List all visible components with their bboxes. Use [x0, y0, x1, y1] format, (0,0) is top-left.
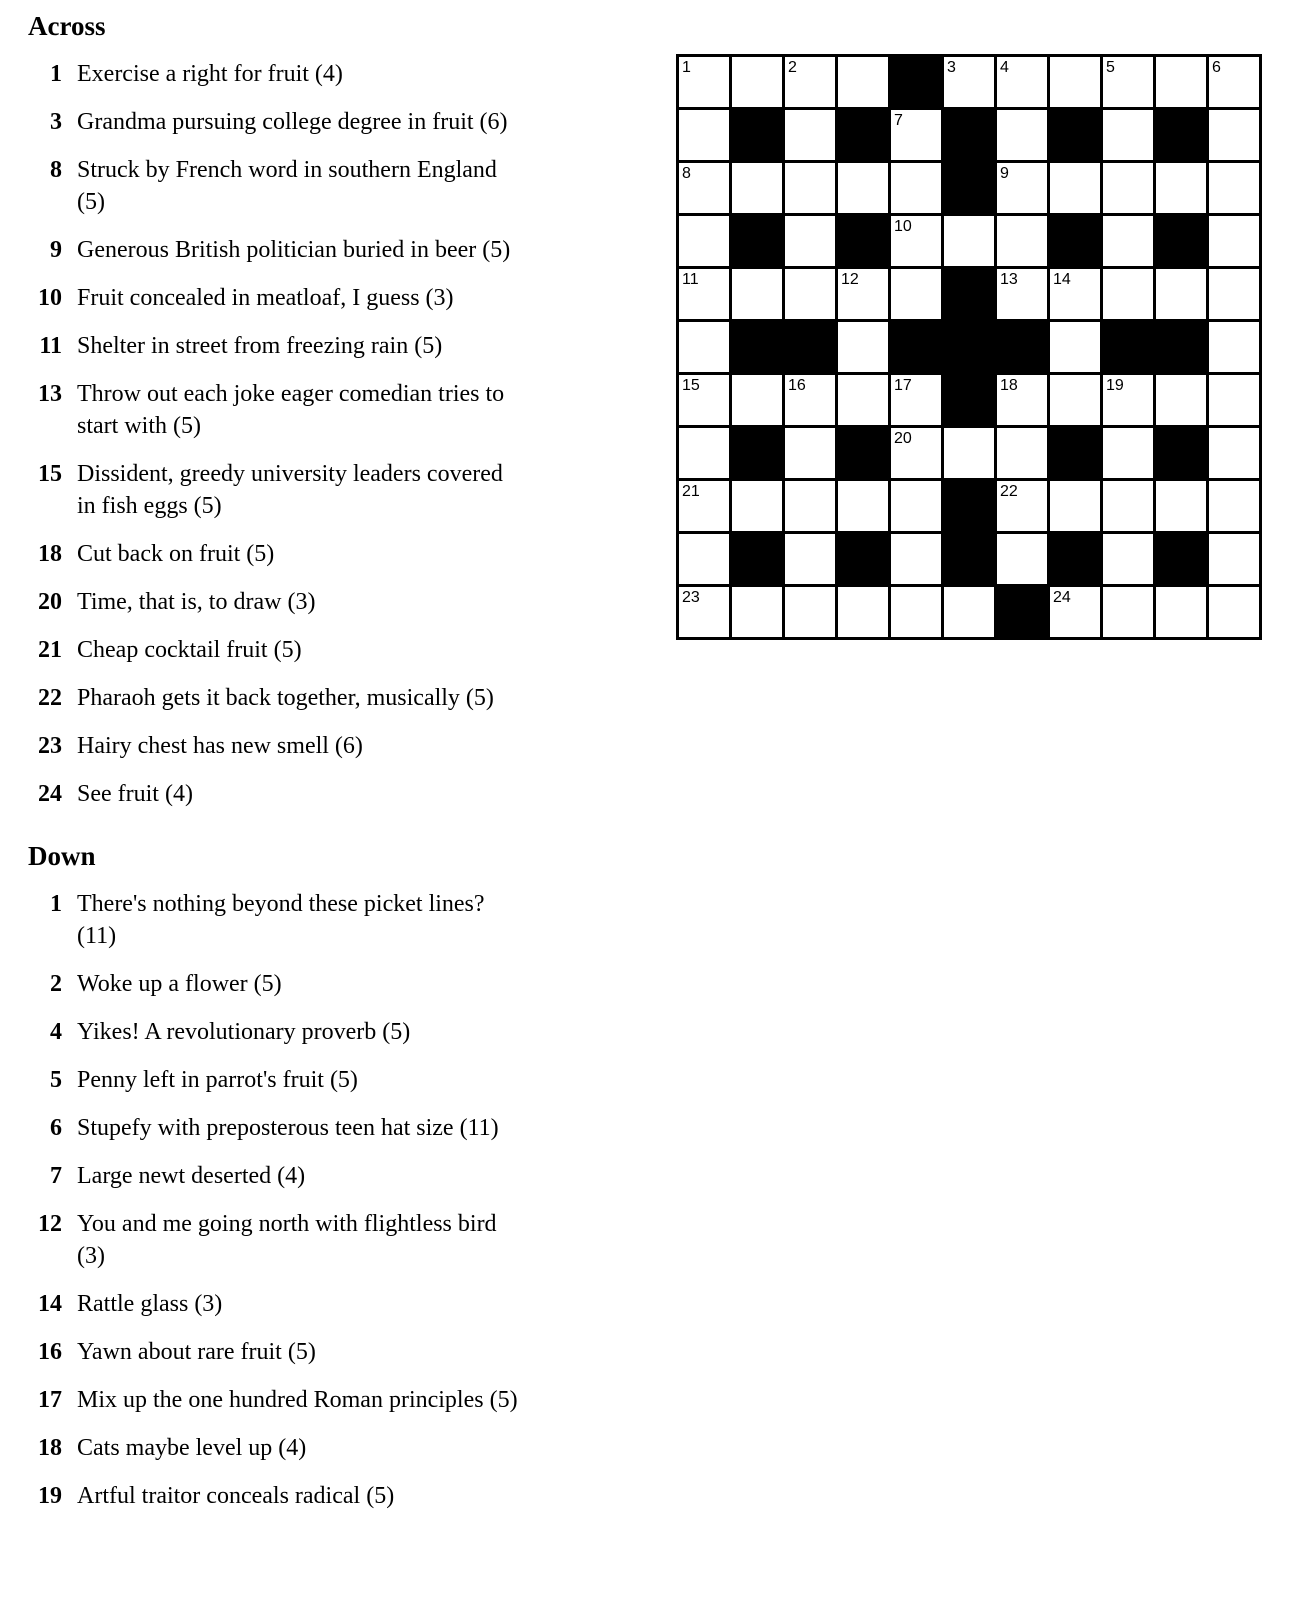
across-clue-15 [28, 458, 643, 522]
clue-text: Struck by French word in southern England (5) [77, 157, 497, 215]
clue-text: Throw out each joke eager comedian tries to start with (5) [77, 381, 505, 439]
grid-block-cell [944, 534, 994, 584]
grid-block-cell [944, 375, 994, 425]
grid-cell-number: 8 [682, 165, 691, 182]
grid-cell[interactable] [1103, 163, 1153, 213]
grid-cell[interactable] [1050, 481, 1100, 531]
clue-number: 10 [38, 285, 62, 311]
clue-text: Dissident, greedy university leaders covered in fish eggs (5) [77, 461, 503, 519]
down-clue-list [28, 888, 643, 1512]
grid-cell[interactable] [891, 587, 941, 637]
clue-text: Cheap cocktail fruit (5) [77, 637, 302, 663]
grid-cell[interactable] [1209, 57, 1259, 107]
clue-text: Stupefy with preposterous teen hat size (11) [77, 1115, 499, 1141]
grid-cell[interactable] [1103, 428, 1153, 478]
clue-text: Exercise a right for fruit (4) [77, 61, 343, 87]
grid-cell[interactable] [891, 375, 941, 425]
grid-cell[interactable] [1209, 587, 1259, 637]
grid-cell[interactable] [1103, 375, 1153, 425]
grid-block-cell [944, 110, 994, 160]
down-clue-14 [28, 1288, 643, 1320]
grid-cell[interactable] [785, 534, 835, 584]
grid-cell[interactable] [1050, 269, 1100, 319]
clue-number: 6 [50, 1115, 62, 1141]
grid-block-cell [1156, 428, 1206, 478]
clue-number: 15 [38, 461, 62, 487]
clue-text: Woke up a flower (5) [77, 971, 282, 997]
across-clue-3 [28, 106, 643, 138]
clue-text: There's nothing beyond these picket lines? (11) [77, 891, 485, 949]
grid-cell-number: 19 [1106, 377, 1124, 394]
across-clue-8 [28, 154, 643, 218]
grid-block-cell [838, 216, 888, 266]
down-clue-6 [28, 1112, 643, 1144]
grid-cell[interactable] [997, 57, 1047, 107]
grid-cell[interactable] [838, 269, 888, 319]
grid-cell-number: 7 [894, 112, 903, 129]
across-clue-11 [28, 330, 643, 362]
grid-cell[interactable] [1050, 587, 1100, 637]
clue-number: 1 [50, 891, 62, 917]
grid-block-cell [732, 322, 782, 372]
grid-block-cell [838, 110, 888, 160]
grid-cell[interactable] [1156, 375, 1206, 425]
clue-text: Large newt deserted (4) [77, 1163, 306, 1189]
grid-block-cell [1156, 322, 1206, 372]
grid-cell-number: 24 [1053, 589, 1071, 606]
clue-number: 23 [38, 733, 62, 759]
clue-text: Yikes! A revolutionary proverb (5) [77, 1019, 411, 1045]
grid-cell[interactable] [944, 587, 994, 637]
grid-block-cell [1156, 216, 1206, 266]
grid-cell[interactable] [732, 269, 782, 319]
down-clue-12 [28, 1208, 643, 1272]
grid-cell[interactable] [732, 481, 782, 531]
grid-cell[interactable] [1209, 428, 1259, 478]
clue-number: 9 [50, 237, 62, 263]
clue-number: 24 [38, 781, 62, 807]
grid-cell-number: 21 [682, 483, 700, 500]
clue-number: 1 [50, 61, 62, 87]
clue-text: Cats maybe level up (4) [77, 1435, 307, 1461]
grid-cell[interactable] [997, 163, 1047, 213]
grid-block-cell [1050, 534, 1100, 584]
grid-cell-number: 9 [1000, 165, 1009, 182]
down-clue-1 [28, 888, 643, 952]
grid-cell-number: 1 [682, 59, 691, 76]
grid-cell-number: 11 [682, 271, 699, 288]
clue-number: 21 [38, 637, 62, 663]
clue-number: 18 [38, 1435, 62, 1461]
clue-number: 16 [38, 1339, 62, 1365]
clue-text: Fruit concealed in meatloaf, I guess (3) [77, 285, 454, 311]
grid-block-cell [1050, 428, 1100, 478]
grid-cell[interactable] [944, 428, 994, 478]
grid-cell[interactable] [732, 375, 782, 425]
grid-cell[interactable] [1156, 163, 1206, 213]
grid-cell[interactable] [679, 110, 729, 160]
grid-cell[interactable] [1209, 534, 1259, 584]
down-clue-5 [28, 1064, 643, 1096]
grid-cell-number: 20 [894, 430, 912, 447]
clue-text: Cut back on fruit (5) [77, 541, 275, 567]
grid-cell[interactable] [1050, 322, 1100, 372]
grid-cell[interactable] [1156, 481, 1206, 531]
down-heading: Down [28, 841, 96, 871]
grid-block-cell [732, 110, 782, 160]
grid-cell[interactable] [838, 163, 888, 213]
grid-block-cell [944, 269, 994, 319]
grid-cell[interactable] [1103, 269, 1153, 319]
grid-cell[interactable] [679, 163, 729, 213]
grid-cell[interactable] [1103, 587, 1153, 637]
grid-cell[interactable] [1103, 110, 1153, 160]
grid-cell[interactable] [1209, 110, 1259, 160]
grid-cell[interactable] [997, 216, 1047, 266]
grid-cell[interactable] [891, 110, 941, 160]
grid-cell[interactable] [891, 534, 941, 584]
down-clue-16 [28, 1336, 643, 1368]
grid-cell[interactable] [679, 216, 729, 266]
grid-block-cell [1050, 216, 1100, 266]
grid-cell-number: 6 [1212, 59, 1221, 76]
clue-number: 22 [38, 685, 62, 711]
clue-text: Time, that is, to draw (3) [77, 589, 316, 615]
grid-cell[interactable] [785, 375, 835, 425]
grid-cell[interactable] [1050, 163, 1100, 213]
grid-cell[interactable] [679, 481, 729, 531]
grid-block-cell [732, 216, 782, 266]
grid-cell[interactable] [679, 57, 729, 107]
grid-cell[interactable] [838, 587, 888, 637]
down-clue-4 [28, 1016, 643, 1048]
grid-cell[interactable] [732, 587, 782, 637]
grid-cell[interactable] [891, 216, 941, 266]
grid-cell[interactable] [1209, 216, 1259, 266]
grid-block-cell [1156, 110, 1206, 160]
grid-cell[interactable] [1103, 534, 1153, 584]
grid-block-cell [732, 428, 782, 478]
grid-cell[interactable] [1103, 57, 1153, 107]
down-clue-2 [28, 968, 643, 1000]
grid-block-cell [838, 428, 888, 478]
grid-cell[interactable] [997, 428, 1047, 478]
clue-number: 5 [50, 1067, 62, 1093]
grid-cell[interactable] [785, 428, 835, 478]
grid-cell[interactable] [838, 481, 888, 531]
grid-cell-number: 10 [894, 218, 912, 235]
clue-text: Mix up the one hundred Roman principles (5) [77, 1387, 518, 1413]
clue-number: 17 [38, 1387, 62, 1413]
grid-cell-number: 13 [1000, 271, 1018, 288]
clue-number: 3 [50, 109, 62, 135]
grid-block-cell [944, 163, 994, 213]
grid-cell[interactable] [679, 587, 729, 637]
grid-cell[interactable] [785, 57, 835, 107]
clue-text: Shelter in street from freezing rain (5) [77, 333, 443, 359]
across-clue-1 [28, 58, 643, 90]
clue-number: 12 [38, 1211, 62, 1237]
grid-cell[interactable] [1209, 163, 1259, 213]
clue-number: 18 [38, 541, 62, 567]
across-clue-21 [28, 634, 643, 666]
grid-block-cell [997, 587, 1047, 637]
grid-cell-number: 16 [788, 377, 806, 394]
across-clue-13 [28, 378, 643, 442]
across-heading: Across [28, 11, 106, 41]
grid-cell[interactable] [1209, 269, 1259, 319]
grid-cell[interactable] [891, 269, 941, 319]
grid-cell-number: 12 [841, 271, 859, 288]
grid-cell[interactable] [785, 481, 835, 531]
grid-cell-number: 14 [1053, 271, 1071, 288]
across-clue-23 [28, 730, 643, 762]
grid-cell-number: 3 [947, 59, 956, 76]
clue-text: See fruit (4) [77, 781, 193, 807]
grid-cell-number: 15 [682, 377, 700, 394]
grid-cell[interactable] [1050, 57, 1100, 107]
grid-cell[interactable] [997, 534, 1047, 584]
grid-cell[interactable] [1156, 57, 1206, 107]
across-clue-24 [28, 778, 643, 810]
grid-cell[interactable] [1050, 375, 1100, 425]
grid-cell-number: 18 [1000, 377, 1018, 394]
grid-cell[interactable] [679, 375, 729, 425]
down-clue-18 [28, 1432, 643, 1464]
clue-number: 14 [38, 1291, 62, 1317]
crossword-grid [676, 54, 1262, 640]
grid-cell[interactable] [732, 57, 782, 107]
down-clue-7 [28, 1160, 643, 1192]
grid-cell[interactable] [1103, 216, 1153, 266]
down-clue-19 [28, 1480, 643, 1512]
grid-cell-number: 22 [1000, 483, 1018, 500]
grid-cell[interactable] [679, 322, 729, 372]
clue-text: Penny left in parrot's fruit (5) [77, 1067, 358, 1093]
grid-block-cell [944, 481, 994, 531]
clue-text: Generous British politician buried in beer (5) [77, 237, 511, 263]
grid-cell[interactable] [785, 269, 835, 319]
grid-cell[interactable] [732, 163, 782, 213]
clue-number: 19 [38, 1483, 62, 1509]
grid-cell[interactable] [891, 428, 941, 478]
grid-cell[interactable] [1209, 375, 1259, 425]
grid-block-cell [732, 534, 782, 584]
grid-block-cell [1050, 110, 1100, 160]
across-clue-22 [28, 682, 643, 714]
grid-block-cell [944, 322, 994, 372]
clue-text: Grandma pursuing college degree in fruit (6) [77, 109, 508, 135]
grid-cell[interactable] [1156, 269, 1206, 319]
grid-block-cell [1103, 322, 1153, 372]
clue-text: Artful traitor conceals radical (5) [77, 1483, 395, 1509]
grid-cell[interactable] [679, 269, 729, 319]
clue-text: Yawn about rare fruit (5) [77, 1339, 316, 1365]
clue-number: 13 [38, 381, 62, 407]
across-clue-10 [28, 282, 643, 314]
grid-block-cell [891, 322, 941, 372]
down-clue-17 [28, 1384, 643, 1416]
grid-block-cell [891, 57, 941, 107]
grid-block-cell [997, 322, 1047, 372]
clues-column [28, 10, 643, 1528]
grid-cell-number: 2 [788, 59, 797, 76]
grid-cell[interactable] [838, 322, 888, 372]
grid-cell[interactable] [891, 481, 941, 531]
clue-number: 2 [50, 971, 62, 997]
grid-block-cell [785, 322, 835, 372]
grid-cell[interactable] [1156, 587, 1206, 637]
grid-cell[interactable] [944, 216, 994, 266]
grid-cell[interactable] [1209, 322, 1259, 372]
grid-cell[interactable] [838, 375, 888, 425]
grid-block-cell [838, 534, 888, 584]
clue-text: Rattle glass (3) [77, 1291, 223, 1317]
grid-cell[interactable] [1103, 481, 1153, 531]
grid-cell[interactable] [997, 269, 1047, 319]
clue-text: Pharaoh gets it back together, musically (5) [77, 685, 494, 711]
grid-cell[interactable] [1209, 481, 1259, 531]
clue-text: Hairy chest has new smell (6) [77, 733, 363, 759]
grid-cell[interactable] [785, 163, 835, 213]
clue-number: 20 [38, 589, 62, 615]
grid-cell-number: 4 [1000, 59, 1009, 76]
grid-cell[interactable] [679, 428, 729, 478]
grid-cell[interactable] [944, 57, 994, 107]
clue-number: 11 [39, 333, 62, 359]
grid-cell[interactable] [785, 216, 835, 266]
clue-text: You and me going north with flightless bird (3) [77, 1211, 497, 1269]
grid-cell[interactable] [997, 481, 1047, 531]
grid-cell-number: 17 [894, 377, 912, 394]
clue-number: 7 [50, 1163, 62, 1189]
grid-cell[interactable] [997, 375, 1047, 425]
grid-cell[interactable] [997, 110, 1047, 160]
across-clue-9 [28, 234, 643, 266]
clue-number: 4 [50, 1019, 62, 1045]
grid-cell-number: 23 [682, 589, 700, 606]
grid-cell[interactable] [785, 110, 835, 160]
across-clue-list [28, 58, 643, 810]
grid-block-cell [1156, 534, 1206, 584]
grid-cell[interactable] [838, 57, 888, 107]
grid-cell[interactable] [891, 163, 941, 213]
across-clue-18 [28, 538, 643, 570]
grid-cell[interactable] [679, 534, 729, 584]
across-clue-20 [28, 586, 643, 618]
clue-number: 8 [50, 157, 62, 183]
grid-cell[interactable] [785, 587, 835, 637]
grid-cell-number: 5 [1106, 59, 1115, 76]
